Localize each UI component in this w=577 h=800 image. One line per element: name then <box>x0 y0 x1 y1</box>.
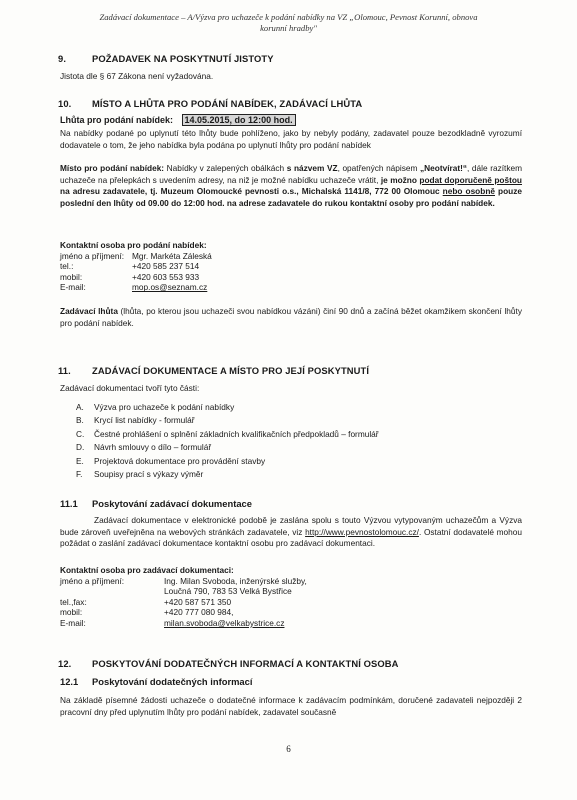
submission-place-paragraph <box>60 163 522 209</box>
contact-row <box>60 607 307 618</box>
section-title: MÍSTO A LHŮTA PRO PODÁNÍ NABÍDEK, ZADÁVACÍ LHŮTA <box>92 98 363 109</box>
submission-contact-block <box>60 240 212 293</box>
section-10-heading <box>58 98 362 109</box>
documentation-intro: Zadávací dokumentaci tvoří tyto části: <box>60 383 200 393</box>
list-letter: C. <box>76 428 85 439</box>
provision-text: . Ostatní dodavatelé mohou požádat o zaslání zadávací dokumentace kontaktní osobu pro zadávací dokumentaci. <box>60 526 522 549</box>
list-text: Krycí list nabídky - formulář <box>94 415 195 426</box>
contact-row <box>60 576 307 587</box>
page-header <box>50 12 527 34</box>
contact-value: Mgr. Markéta Záleská <box>132 250 212 261</box>
contact-value: Ing. Milan Svoboda, inženýrské služby, <box>164 575 307 586</box>
documentation-provision-paragraph <box>60 515 522 550</box>
subsection-title: Poskytování dodatečných informací <box>92 676 253 687</box>
contact-row <box>60 251 212 262</box>
contact-value: +420 587 571 350 <box>164 596 232 607</box>
place-text: na adresu zadavatele, tj. Muzeum Olomoucké pevnosti o.s., Michalská 1141/8, 772 00 Olomouc <box>60 186 443 197</box>
list-text: Návrh smlouvy o dílo – formulář <box>94 442 212 453</box>
contact-value: +420 603 553 933 <box>132 271 200 282</box>
documentation-parts-list <box>76 401 379 481</box>
list-item <box>76 468 379 481</box>
deadline-label: Lhůta pro podání nabídek: <box>60 115 173 125</box>
section-title: ZADÁVACÍ DOKUMENTACE A MÍSTO PRO JEJÍ POSKYTNUTÍ <box>92 365 370 376</box>
subsection-number: 12.1 <box>60 676 79 687</box>
additional-info-paragraph: Na základě písemné žádosti uchazeče o dodatečné informace k zadávacím podmínkám, doručené zadavateli nejpozději 2 pracovní dny před uplynutím lhůty pro podání nabídek, zadavatel současně <box>60 695 522 717</box>
place-text: nebo osobně <box>442 186 496 197</box>
subsection-title: Poskytování zadávací dokumentace <box>92 498 252 509</box>
contact-row <box>60 282 212 293</box>
list-letter: D. <box>76 442 85 453</box>
list-text: Soupisy prací s výkazy výměr <box>94 469 204 480</box>
section-9-text: Jistota dle § 67 Zákona není vyžadována. <box>60 71 214 81</box>
place-text: Nabídky v zalepených obálkách <box>164 163 287 173</box>
place-text: podat doporučeně poštou <box>419 174 522 185</box>
place-text: pouze poslední den lhůty od 09.00 do 12:00 hod. na adrese zadavatele do rukou kontaktní osoby pro podání nabídek. <box>60 186 522 208</box>
place-text: , dále razítkem uchazeče na přelepkách s uvedením adresy, na niž je možné nabídku uchazeče vrátit, <box>60 163 523 185</box>
binding-period-text: (lhůta, po kterou jsou uchazeči svou nabídkou vázáni) činí 90 dnů a začíná běžet okamžikem skončení lhůty pro podání nabídek. <box>60 306 522 328</box>
section-title: POSKYTOVÁNÍ DODATEČNÝCH INFORMACÍ A KONTAKTNÍ OSOBA <box>92 658 399 669</box>
list-text: Projektová dokumentace pro provádění stavby <box>94 455 266 466</box>
contact-value: Loučná 790, 783 53 Velká Bystřice <box>164 586 292 597</box>
section-11-heading <box>58 365 369 376</box>
late-submission-text: Na nabídky podané po uplynutí této lhůty bude pohlíženo, jako by nebyly podány, zadavatel pouze bezodkladně vyrozumí dodavatele o tom, že jeho nabídka byla podána po uplynutí lhůty pro podání nabídek <box>60 128 522 150</box>
list-text: Výzva pro uchazeče k podání nabídky <box>94 402 235 412</box>
section-9-heading <box>58 53 274 64</box>
place-text: s názvem VZ <box>286 163 338 173</box>
contact-key: mobil: <box>60 271 83 282</box>
list-letter: F. <box>76 469 83 480</box>
contact-title: Kontaktní osoba pro podání nabídek: <box>60 240 207 250</box>
contact-key: tel.: <box>60 261 74 272</box>
contact-email-link[interactable]: mop.os@seznam.cz <box>132 282 208 293</box>
provision-text: Zadávací dokumentace v elektronické podobě je zaslána spolu s touto Výzvou vytypovaným uchazečům a Výzva bude zároveň uveřejněna na webových stránkách zadavatele, viz <box>60 515 522 537</box>
list-item <box>76 428 379 441</box>
contact-value: +420 585 237 514 <box>132 261 200 272</box>
contact-key: jméno a příjmení: <box>60 250 125 261</box>
list-text: Čestné prohlášení o splnění základních kvalifikačních předpokladů – formulář <box>94 428 379 439</box>
binding-period-label: Zadávací lhůta <box>60 306 118 316</box>
section-number: 9. <box>58 53 67 64</box>
list-item <box>76 414 379 427</box>
binding-period-paragraph <box>60 306 522 329</box>
place-label: Místo pro podání nabídek: <box>60 163 165 173</box>
header-line-1: Zadávací dokumentace – A/Výzva pro uchazeče k podání nabídky na VZ „Olomouc, Pevnost Korunní, obnova <box>99 12 478 22</box>
contact-title: Kontaktní osoba pro zadávací dokumentaci: <box>60 565 234 575</box>
contact-row <box>60 597 307 608</box>
contact-row <box>60 272 212 283</box>
place-text: , opatřených nápisem <box>337 163 421 173</box>
place-text: „Neotvírat!“ <box>420 163 468 173</box>
contact-email-link[interactable]: milan.svoboda@velkabystrice.cz <box>164 617 285 628</box>
place-text: je možno <box>380 174 420 185</box>
contact-key: tel.,fax: <box>60 596 87 607</box>
list-item <box>76 441 379 454</box>
contact-key: mobil: <box>60 607 83 618</box>
list-item <box>76 455 379 468</box>
header-line-2: korunní hradby" <box>260 23 317 33</box>
website-link[interactable]: http://www.pevnostolomouc.cz/ <box>305 526 419 537</box>
documentation-contact-block <box>60 565 307 629</box>
list-letter: E. <box>76 455 84 466</box>
contact-key: E-mail: <box>60 282 86 293</box>
section-title: POŽADAVEK NA POSKYTNUTÍ JISTOTY <box>92 53 274 64</box>
page-number: 6 <box>286 744 291 754</box>
contact-row <box>60 618 307 629</box>
deadline-line <box>60 115 296 125</box>
deadline-value: 14.05.2015, do 12:00 hod. <box>182 114 296 126</box>
list-item <box>76 401 379 414</box>
subsection-12-1-heading <box>60 676 252 687</box>
section-12-heading <box>58 658 399 669</box>
contact-key: E-mail: <box>60 617 86 628</box>
contact-value: +420 777 080 984, <box>164 607 234 618</box>
contact-row <box>60 586 307 597</box>
list-letter: A. <box>76 402 84 412</box>
section-number: 10. <box>58 98 72 109</box>
subsection-11-1-heading <box>60 498 252 509</box>
contact-key: jméno a příjmení: <box>60 575 125 586</box>
section-number: 12. <box>58 658 72 669</box>
section-number: 11. <box>58 365 71 376</box>
contact-row <box>60 261 212 272</box>
list-letter: B. <box>76 415 84 426</box>
subsection-number: 11.1 <box>60 498 78 509</box>
